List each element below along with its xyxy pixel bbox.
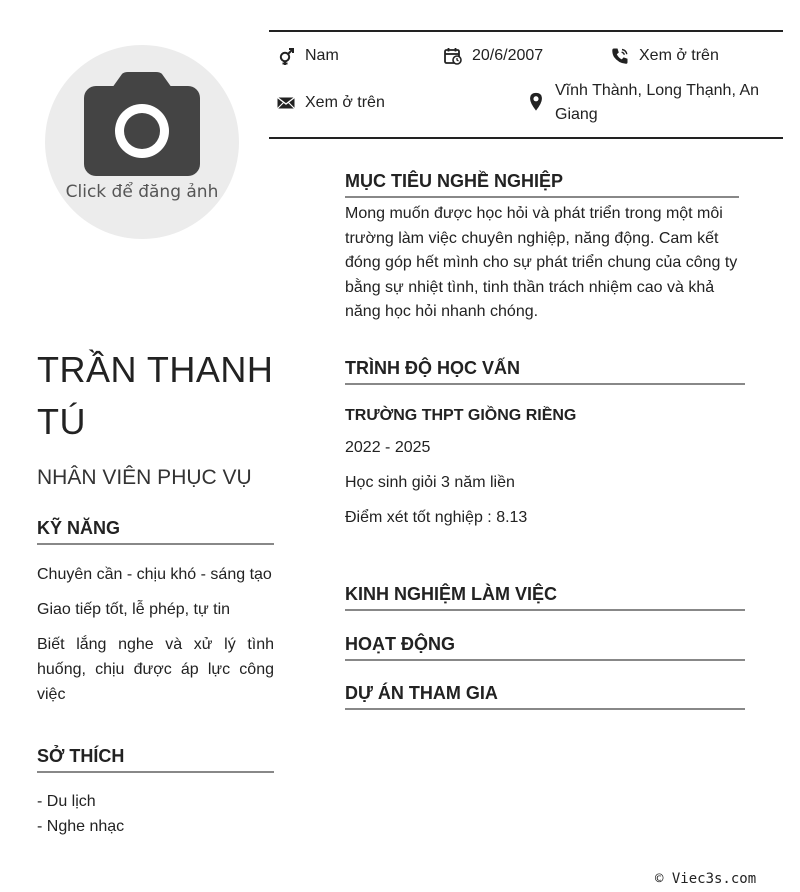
projects-section bbox=[345, 683, 745, 710]
photo-upload[interactable] bbox=[45, 45, 239, 239]
activities-section bbox=[345, 634, 745, 661]
education-period: 2022 - 2025 bbox=[345, 439, 431, 456]
list-item: - Du lịch bbox=[37, 793, 96, 810]
objective-text: Mong muốn được học hỏi và phát triển trong một môi trường làm việc chuyên nghiệp, năng động. Cam kết đóng góp hết mình cho sự phát triển chung của công ty bằng sự nhiệt tình, tinh thần trách nhiệm cao và khả năng học hỏi nhanh chóng. bbox=[345, 205, 738, 320]
education-school: TRƯỜNG THPT GIỒNG RIỀNG bbox=[345, 407, 577, 424]
objective-title: MỤC TIÊU NGHỀ NGHIỆP bbox=[345, 171, 739, 198]
contact-dob-value: 20/6/2007 bbox=[472, 47, 544, 64]
camera-icon bbox=[84, 72, 200, 176]
skills-list bbox=[37, 562, 274, 707]
calendar-icon bbox=[444, 47, 462, 65]
contact-gender bbox=[277, 44, 339, 68]
footer-watermark: © Viec3s.com bbox=[655, 871, 757, 887]
email-icon bbox=[277, 94, 295, 112]
skills-section bbox=[37, 518, 274, 707]
contact-phone-value: Xem ở trên bbox=[639, 47, 719, 64]
education-achievement: Học sinh giỏi 3 năm liền bbox=[345, 474, 515, 491]
projects-title: DỰ ÁN THAM GIA bbox=[345, 683, 745, 710]
list-item: Chuyên cần - chịu khó - sáng tạo bbox=[37, 566, 272, 583]
contact-gender-value: Nam bbox=[305, 47, 339, 64]
candidate-name: TRẦN THANH TÚ bbox=[37, 349, 274, 442]
location-pin-icon bbox=[527, 92, 545, 112]
hobbies-title: SỞ THÍCH bbox=[37, 746, 274, 773]
list-item: - Nghe nhạc bbox=[37, 818, 125, 835]
contact-email-value: Xem ở trên bbox=[305, 94, 385, 111]
hobbies-list bbox=[37, 789, 274, 839]
skills-title: KỸ NĂNG bbox=[37, 518, 274, 545]
contact-bar bbox=[269, 30, 783, 139]
list-item: Biết lắng nghe và xử lý tình huống, chịu được áp lực công việc bbox=[37, 636, 274, 703]
candidate-role: NHÂN VIÊN PHỤC VỤ bbox=[37, 466, 252, 489]
education-score: Điểm xét tốt nghiệp : 8.13 bbox=[345, 509, 528, 526]
hobbies-section bbox=[37, 746, 274, 839]
gender-icon bbox=[277, 47, 295, 65]
objective-section bbox=[345, 171, 739, 325]
experience-section bbox=[345, 584, 745, 611]
contact-dob bbox=[444, 44, 543, 68]
activities-title: HOẠT ĐỘNG bbox=[345, 634, 745, 661]
education-section bbox=[345, 358, 745, 530]
education-title: TRÌNH ĐỘ HỌC VẤN bbox=[345, 358, 745, 385]
list-item: Giao tiếp tốt, lễ phép, tự tin bbox=[37, 601, 231, 618]
contact-address-value: Vĩnh Thành, Long Thạnh, An Giang bbox=[555, 82, 760, 123]
experience-title: KINH NGHIỆM LÀM VIỆC bbox=[345, 584, 745, 611]
contact-phone bbox=[611, 44, 719, 68]
contact-address bbox=[527, 79, 777, 127]
phone-icon bbox=[611, 47, 629, 65]
contact-email bbox=[277, 91, 385, 115]
photo-upload-label: Click để đăng ảnh bbox=[65, 182, 219, 202]
